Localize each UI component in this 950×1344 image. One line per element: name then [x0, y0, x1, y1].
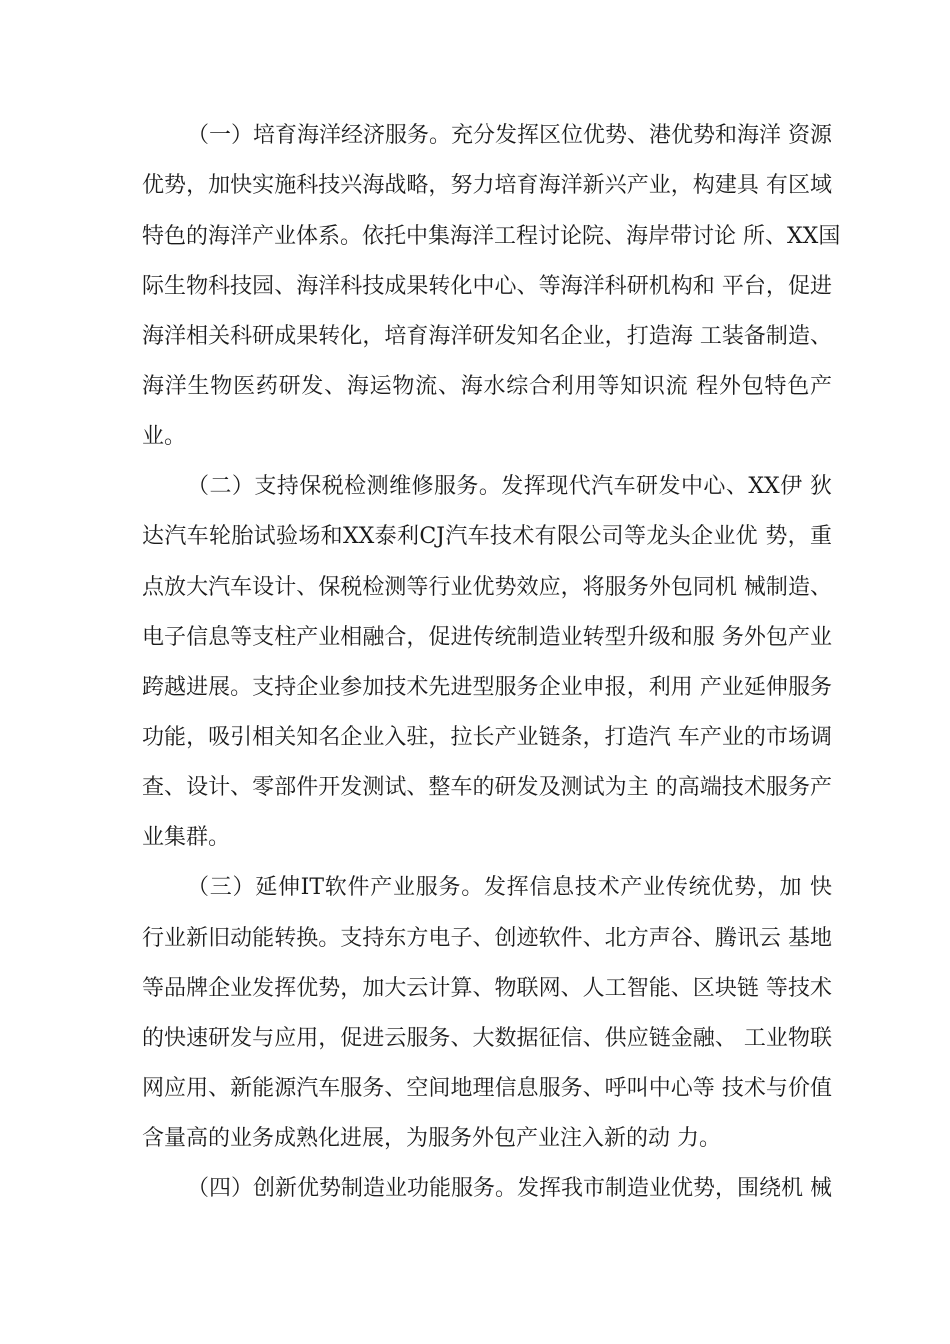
paragraph-1-line-5: 海洋相关科研成果转化，培育海洋研发知名企业，打造海 工装备制造、: [142, 324, 832, 349]
paragraph-1-line-1: （一）培育海洋经济服务。充分发挥区位优势、港优势和海洋 资源: [187, 123, 832, 148]
paragraph-3-line-5: 网应用、新能源汽车服务、空间地理信息服务、呼叫中心等 技术与价值: [142, 1076, 832, 1101]
paragraph-2-line-4: 电子信息等支柱产业相融合，促进传统制造业转型升级和服 务外包产业: [142, 625, 832, 650]
paragraph-1-line-3: 特色的海洋产业体系。依托中集海洋工程讨论院、海岸带讨论 所、XX国: [142, 224, 841, 249]
paragraph-2-line-5: 跨越进展。支持企业参加技术先进型服务企业申报，利用 产业延伸服务: [142, 675, 832, 700]
paragraph-2-line-6: 功能，吸引相关知名企业入驻，拉长产业链条，打造汽 车产业的市场调: [142, 725, 832, 750]
paragraph-2-line-1: （二）支持保税检测维修服务。发挥现代汽车研发中心、XX伊 狄: [187, 474, 832, 499]
paragraph-3-line-6: 含量高的业务成熟化进展，为服务外包产业注入新的动 力。: [142, 1126, 721, 1151]
paragraph-1-line-7: 业。: [142, 424, 187, 449]
paragraph-3-line-3: 等品牌企业发挥优势，加大云计算、物联网、人工智能、区块链 等技术: [142, 976, 832, 1001]
paragraph-4-line-1: （四）创新优势制造业功能服务。发挥我市制造业优势，围绕机 械: [187, 1176, 832, 1201]
paragraph-2-line-3: 点放大汽车设计、保税检测等行业优势效应，将服务外包同机 械制造、: [142, 575, 832, 600]
paragraph-2-line-7: 查、设计、零部件开发测试、整车的研发及测试为主 的高端技术服务产: [142, 775, 832, 800]
paragraph-1-line-6: 海洋生物医药研发、海运物流、海水综合利用等知识流 程外包特色产: [142, 374, 832, 399]
paragraph-2-line-8: 业集群。: [142, 825, 231, 850]
paragraph-3-line-1: （三）延伸IT软件产业服务。发挥信息技术产业传统优势，加 快: [187, 875, 832, 900]
paragraph-3-line-2: 行业新旧动能转换。支持东方电子、创迹软件、北方声谷、腾讯云 基地: [142, 926, 832, 951]
paragraph-3-line-4: 的快速研发与应用，促进云服务、大数据征信、供应链金融、 工业物联: [142, 1026, 832, 1051]
paragraph-1-line-4: 际生物科技园、海洋科技成果转化中心、等海洋科研机构和 平台，促进: [142, 274, 832, 299]
paragraph-2-line-2: 达汽车轮胎试验场和XX泰利CJ汽车技术有限公司等龙头企业优 势，重: [142, 524, 832, 549]
paragraph-1-line-2: 优势，加快实施科技兴海战略，努力培育海洋新兴产业，构建具 有区域: [142, 173, 832, 198]
